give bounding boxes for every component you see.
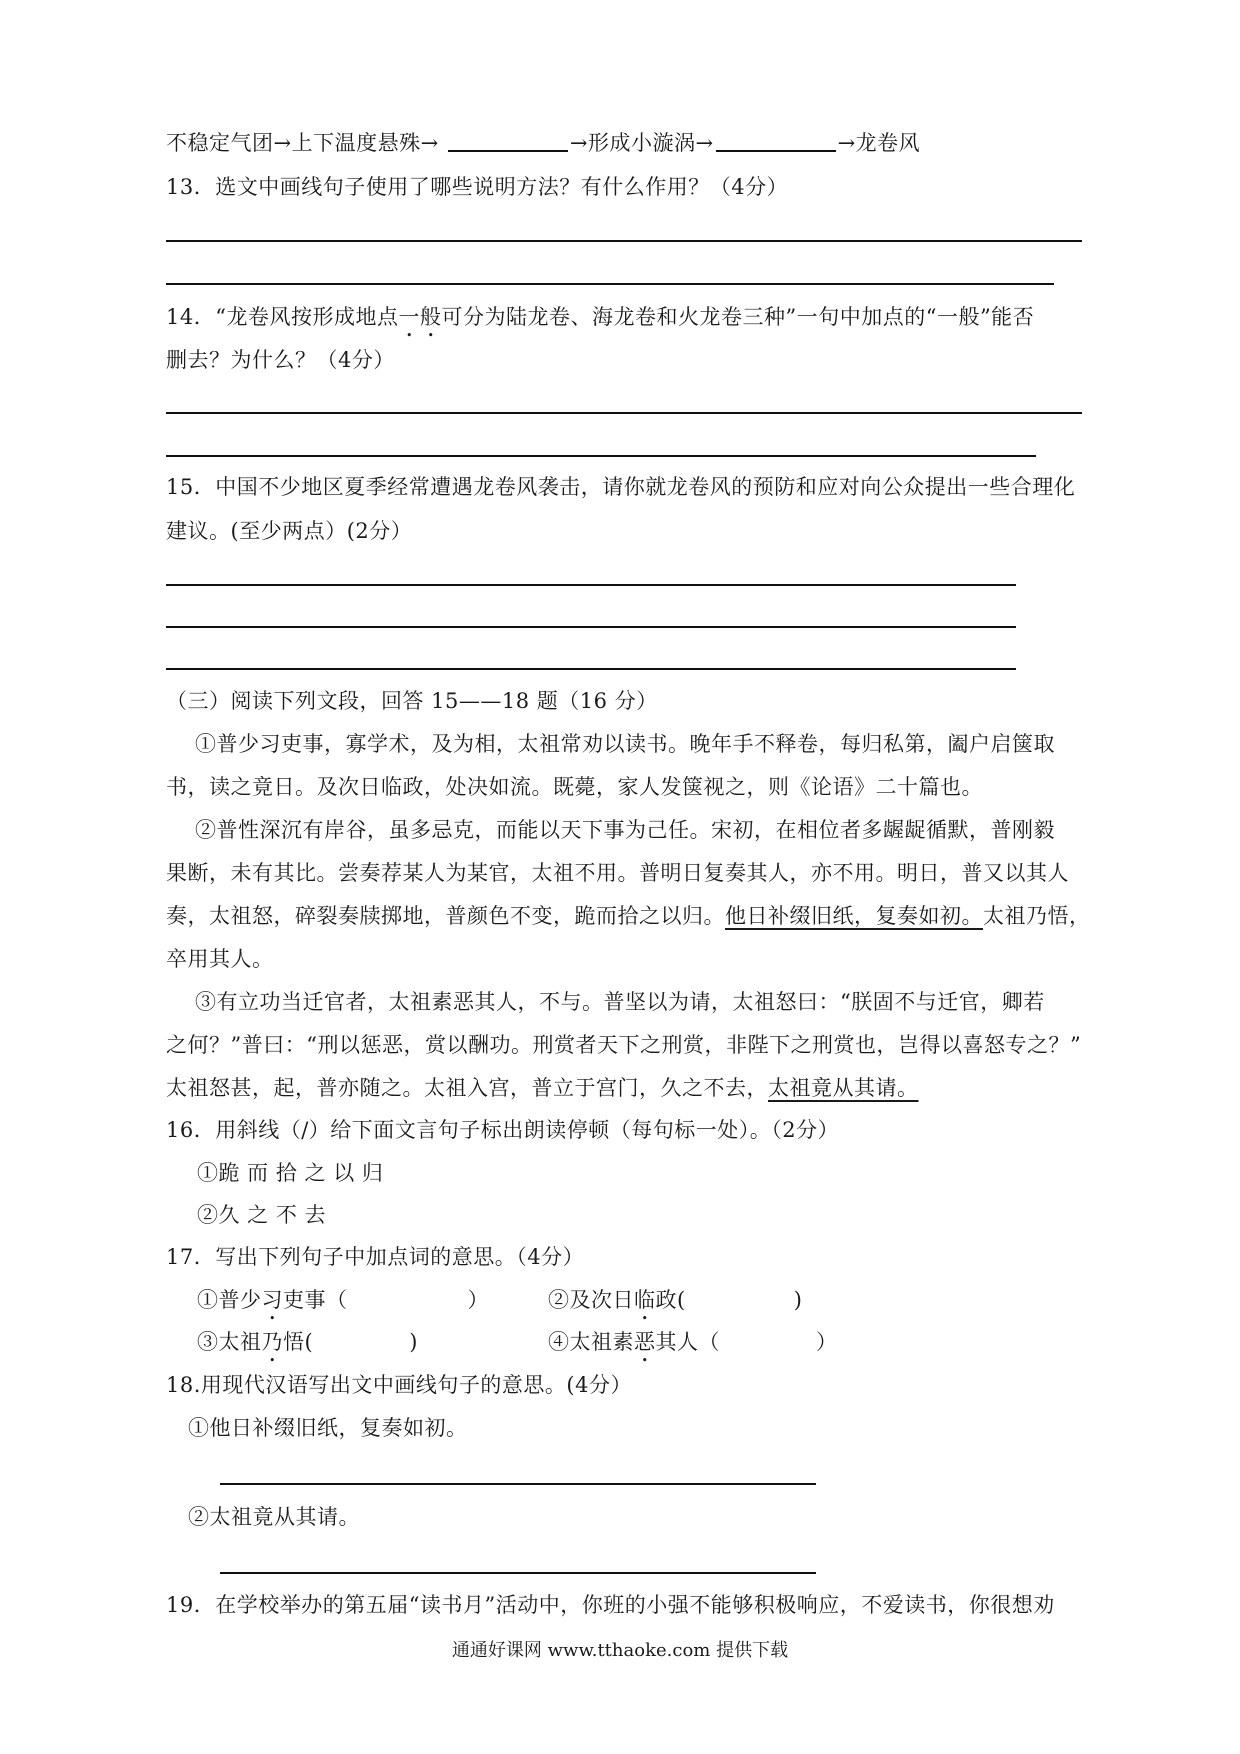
section-3-heading: （三）阅读下列文段，回答 15——18 题（16 分） [166, 689, 658, 713]
question-17-item-4 [548, 1327, 838, 1367]
answer-line-18a[interactable] [220, 1483, 816, 1485]
question-18-b: ②太祖竟从其请。 [188, 1505, 360, 1529]
answer-line-15c[interactable] [166, 668, 1016, 670]
q17-i3-pre: ③太祖 [197, 1330, 262, 1354]
question-17-item-1 [197, 1285, 489, 1325]
passage-p1-l2: 书，读之竟日。及次日临政，处决如流。既薨，家人发箧视之，则《论语》二十篇也。 [166, 775, 983, 799]
passage-p2-l1: ②普性深沉有岸谷，虽多忌克，而能以天下事为己任。宋初，在相位者多龌龊循默，普刚毅 [195, 818, 1055, 842]
q17-i1-pre: ①普少 [197, 1288, 262, 1312]
underlined-sentence-2: 太祖竟从其请。 [768, 1076, 919, 1100]
question-17-item-2 [548, 1285, 802, 1325]
question-15-line2: 建议。(至少两点）(2分） [166, 519, 413, 543]
q17-i4-post: 其人（ [655, 1330, 720, 1354]
q17-i2-post: 政( [655, 1288, 686, 1312]
flow-step-3: →龙卷风 [837, 131, 921, 155]
question-16-a: ①跪 而 拾 之 以 归 [197, 1161, 384, 1185]
q17-i2-close: ) [793, 1288, 803, 1312]
question-14-post: 可分为陆龙卷、海龙卷和火龙卷三种”一句中加点的“一般”能否 [441, 305, 1035, 329]
passage-p2-l3b: 太祖乃悟， [983, 904, 1091, 928]
passage-p2-l3 [166, 901, 1091, 931]
question-16-b: ②久 之 不 去 [197, 1203, 327, 1227]
passage-p2-l4: 卒用其人。 [166, 947, 274, 971]
question-14-dotted: 一般 [398, 305, 442, 329]
passage-p1-l1: ①普少习吏事，寡学术，及为相，太祖常劝以读书。晚年手不释卷，每归私第，阖户启箧取 [195, 732, 1055, 756]
q17-i2-pre: ②及次日 [548, 1288, 634, 1312]
page-footer: 通通好课网 www.tthaoke.com 提供下载 [451, 1640, 789, 1661]
passage-p3-l3 [166, 1073, 919, 1103]
q17-i4-pre: ④太祖素 [548, 1330, 634, 1354]
q17-i1-close: ） [467, 1288, 489, 1312]
flow-step-1: 不稳定气团→上下温度悬殊→ [166, 131, 446, 155]
q17-i4-dot: 恶 [634, 1330, 656, 1354]
q17-i1-post: 吏事（ [283, 1288, 348, 1312]
q17-i1-dot: 习 [261, 1288, 283, 1312]
passage-p3-l1: ③有立功当迁官者，太祖素恶其人，不与。普坚以为请，太祖怒曰：“朕固不与迁官，卿若 [195, 990, 1045, 1014]
question-14-line2: 删去？为什么？（4分） [166, 348, 395, 372]
q17-i3-close: ) [409, 1330, 418, 1354]
answer-line-13b[interactable] [166, 283, 1054, 285]
q17-i4-close: ） [816, 1330, 838, 1354]
answer-line-15b[interactable] [166, 626, 1016, 628]
question-13: 13．选文中画线句子使用了哪些说明方法？有什么作用？（4分） [166, 175, 789, 199]
question-14-pre: 14．“龙卷风按形成地点 [166, 305, 399, 329]
underlined-sentence-1: 他日补缀旧纸，复奏如初。 [725, 904, 983, 928]
answer-line-14a[interactable] [166, 412, 1082, 414]
question-17: 17．写出下列句子中加点词的意思。（4分） [166, 1245, 585, 1269]
q17-i3-post: 悟( [283, 1330, 314, 1354]
q17-i2-dot: 临 [634, 1288, 656, 1312]
question-15: 15．中国不少地区夏季经常遭遇龙卷风袭击，请你就龙卷风的预防和应对向公众提出一些合理化 [166, 475, 1076, 499]
question-14 [166, 302, 1034, 342]
question-18-a: ①他日补缀旧纸，复奏如初。 [188, 1416, 468, 1440]
passage-p2-l2: 果断，未有其比。尝奏荐某人为某官，太祖不用。普明日复奏其人，亦不用。明日，普又以其人 [166, 861, 1069, 885]
answer-line-18b[interactable] [220, 1572, 816, 1574]
answer-line-14b[interactable] [166, 455, 1036, 457]
flow-blank-1[interactable] [448, 130, 568, 152]
passage-p3-l2: 之何？”普曰：“刑以惩恶，赏以酬功。刑赏者天下之刑赏，非陛下之刑赏也，岂得以喜怒专之？” [166, 1033, 1082, 1057]
question-18: 18.用现代汉语写出文中画线句子的意思。(4分） [166, 1373, 632, 1397]
q17-i3-dot: 乃 [261, 1330, 283, 1354]
passage-p2-l3a: 奏，太祖怒，碎裂奏牍掷地，普颜色不变，跪而拾之以归。 [166, 904, 725, 928]
question-16: 16．用斜线（/）给下面文言句子标出朗读停顿（每句标一处）。（2分） [166, 1118, 840, 1142]
flow-chain [166, 128, 920, 158]
answer-line-13a[interactable] [166, 240, 1082, 242]
flow-step-2: →形成小漩涡→ [569, 131, 714, 155]
answer-line-15a[interactable] [166, 584, 1016, 586]
flow-blank-2[interactable] [716, 130, 836, 152]
question-19: 19．在学校举办的第五届“读书月”活动中，你班的小强不能够积极响应，不爱读书，你很想劝 [166, 1593, 1055, 1617]
passage-p3-l3a: 太祖怒甚，起，普亦随之。太祖入宫，普立于宫门，久之不去， [166, 1076, 768, 1100]
question-17-item-3 [197, 1327, 418, 1367]
